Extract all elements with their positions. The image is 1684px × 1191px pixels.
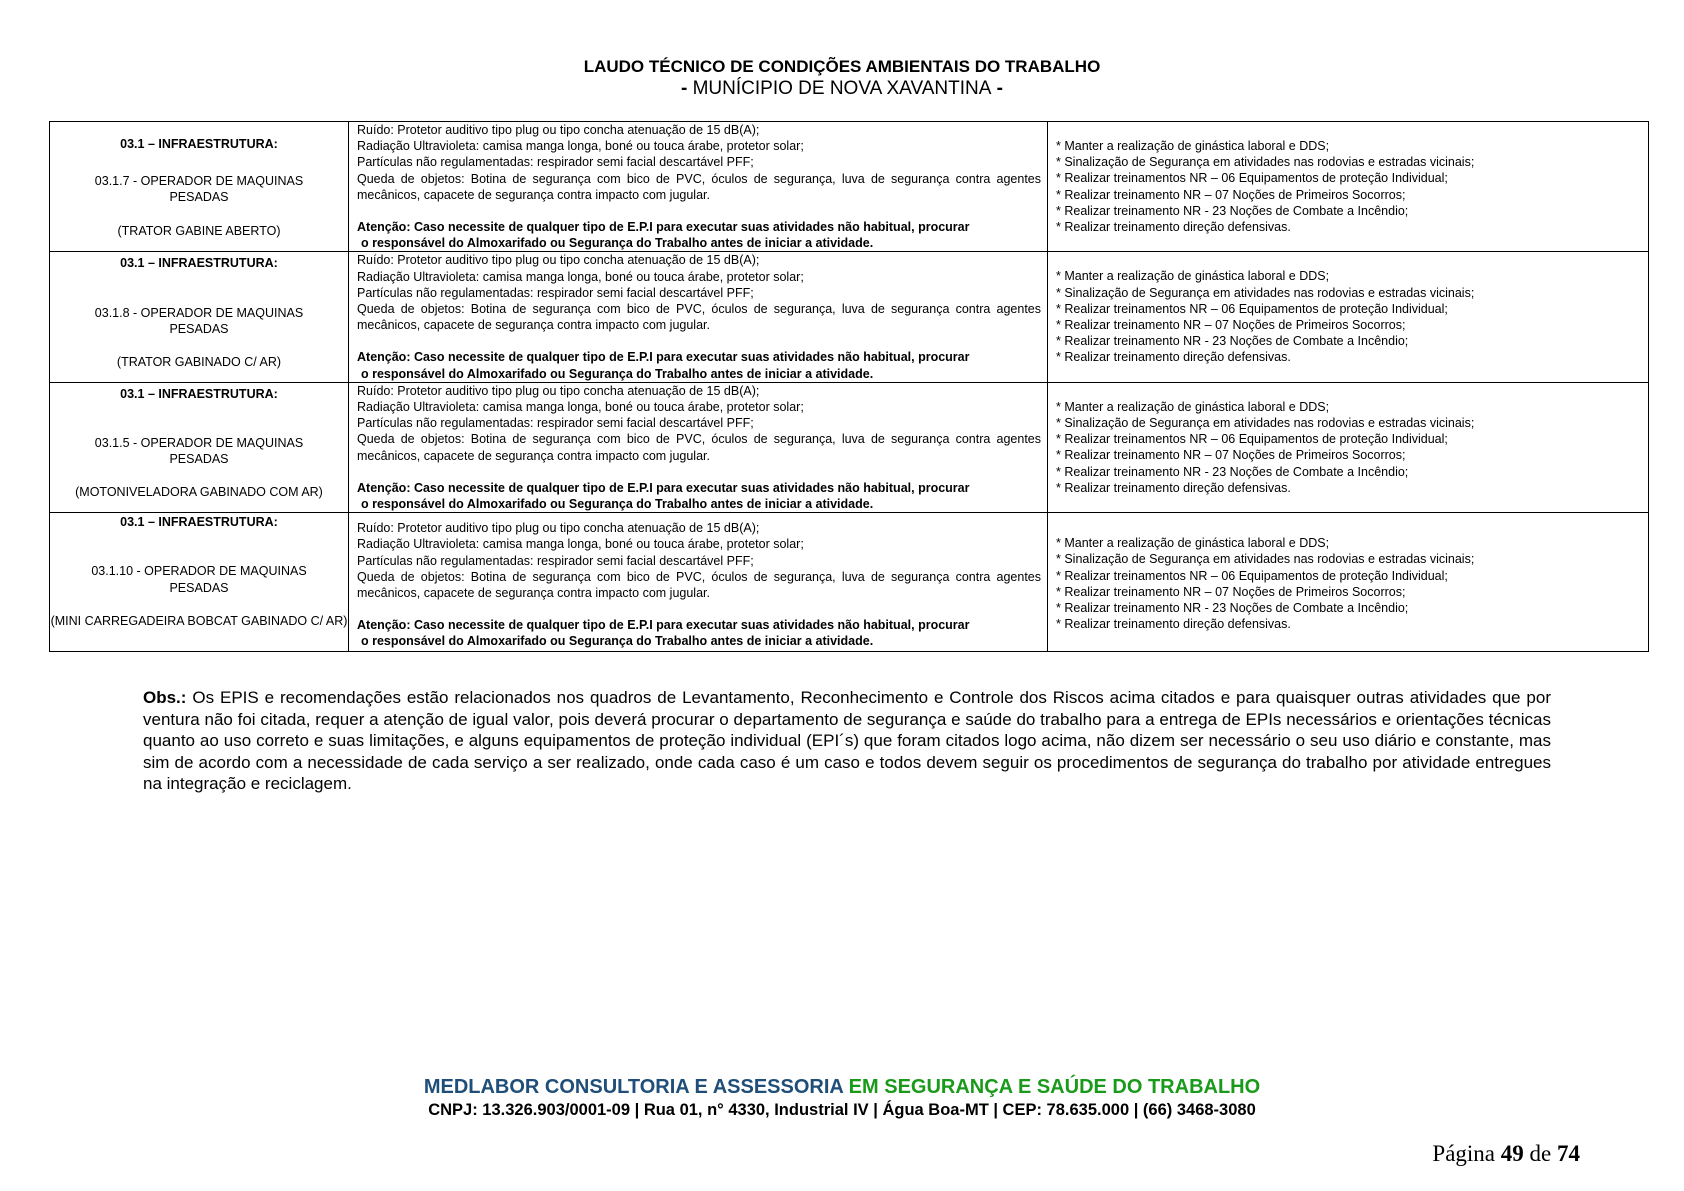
table-row: [50, 252, 1649, 382]
epi-item: Radiação Ultravioleta: camisa manga longa, boné ou touca árabe, protetor solar;: [357, 537, 804, 552]
epi-item: Ruído: Protetor auditivo tipo plug ou tipo concha atenuação de 15 dB(A);: [357, 383, 760, 398]
recommendation-item: * Realizar treinamento NR – 07 Noções de Primeiros Socorros;: [1056, 187, 1406, 202]
function-title: 03.1.10 - OPERADOR DE MAQUINAS PESADAS: [91, 564, 307, 595]
recommendation-item: * Realizar treinamentos NR – 06 Equipamentos de proteção Individual;: [1056, 568, 1448, 583]
function-title: 03.1.5 - OPERADOR DE MAQUINAS PESADAS: [94, 436, 304, 467]
epi-warning-continued: o responsável do Almoxarifado ou Segurança do Trabalho antes de iniciar a atividade.: [361, 236, 874, 251]
recommendation-item: * Realizar treinamento NR - 23 Noções de Combate a Incêndio;: [1056, 203, 1409, 218]
epi-item: Radiação Ultravioleta: camisa manga longa, boné ou touca árabe, protetor solar;: [357, 269, 804, 284]
observation-paragraph: [143, 687, 1551, 795]
epi-item: Queda de objetos: Botina de segurança com bico de PVC, óculos de segurança, luva de segurança contra agentes mecânicos, capacete de segurança contra impacto com jugular.: [357, 432, 1041, 463]
recommendation-item: * Realizar treinamento direção defensivas.: [1056, 480, 1291, 495]
recommendation-item: * Manter a realização de ginástica laboral e DDS;: [1056, 536, 1330, 551]
epi-item: Queda de objetos: Botina de segurança com bico de PVC, óculos de segurança, luva de segurança contra agentes mecânicos, capacete de segurança contra impacto com jugular.: [357, 569, 1041, 601]
epi-item: Partículas não regulamentadas: respirador semi facial descartável PFF;: [357, 155, 754, 170]
risk-control-table: [49, 121, 1649, 652]
vehicle-label: (TRATOR GABINE ABERTO): [117, 223, 281, 238]
epi-warning: Atenção: Caso necessite de qualquer tipo de E.P.I para executar suas atividades não habitual, procurar: [357, 220, 970, 235]
recommendation-item: * Manter a realização de ginástica laboral e DDS;: [1056, 399, 1330, 414]
recommendations-cell: [1048, 513, 1649, 652]
epi-item: Ruído: Protetor auditivo tipo plug ou tipo concha atenuação de 15 dB(A);: [357, 253, 760, 268]
recommendation-item: * Realizar treinamento NR – 07 Noções de Primeiros Socorros;: [1056, 448, 1406, 463]
page-number: Página 49 de 74: [1432, 1141, 1580, 1166]
recommendation-item: * Realizar treinamento NR - 23 Noções de Combate a Incêndio;: [1056, 334, 1409, 349]
vehicle-label: (MINI CARREGADEIRA BOBCAT GABINADO C/ AR): [50, 613, 348, 628]
epi-item: Radiação Ultravioleta: camisa manga longa, boné ou touca árabe, protetor solar;: [357, 139, 804, 154]
function-title: 03.1.7 - OPERADOR DE MAQUINAS PESADAS: [94, 174, 304, 205]
recommendation-item: * Realizar treinamento NR – 07 Noções de Primeiros Socorros;: [1056, 318, 1406, 333]
section-title: 03.1 – INFRAESTRUTURA:: [120, 515, 278, 530]
recommendation-item: * Manter a realização de ginástica laboral e DDS;: [1056, 139, 1330, 153]
epi-item: Ruído: Protetor auditivo tipo plug ou tipo concha atenuação de 15 dB(A);: [357, 123, 760, 137]
document-footer: [0, 1075, 1684, 1121]
epi-warning-continued: o responsável do Almoxarifado ou Segurança do Trabalho antes de iniciar a atividade.: [361, 497, 874, 512]
recommendation-item: * Realizar treinamentos NR – 06 Equipamentos de proteção Individual;: [1056, 171, 1448, 186]
section-title: 03.1 – INFRAESTRUTURA:: [120, 386, 278, 401]
vehicle-label: (MOTONIVELADORA GABINADO COM AR): [75, 485, 323, 500]
recommendation-item: * Realizar treinamento NR – 07 Noções de Primeiros Socorros;: [1056, 584, 1406, 599]
epi-cell: [349, 513, 1048, 652]
function-cell: [50, 513, 349, 652]
function-cell: [50, 122, 349, 252]
document-header: [0, 56, 1684, 100]
epi-item: Queda de objetos: Botina de segurança com bico de PVC, óculos de segurança, luva de segurança contra agentes mecânicos, capacete de segurança contra impacto com jugular.: [357, 302, 1041, 333]
section-title: 03.1 – INFRAESTRUTURA:: [120, 137, 278, 151]
section-title: 03.1 – INFRAESTRUTURA:: [120, 256, 278, 271]
epi-cell: [349, 122, 1048, 252]
table-row: [50, 513, 1649, 652]
company-address: CNPJ: 13.326.903/0001-09 | Rua 01, n° 4330, Industrial IV | Água Boa-MT | CEP: 78.635.000 | (66) 3468-3080: [428, 1101, 1256, 1119]
recommendation-item: * Realizar treinamento NR - 23 Noções de Combate a Incêndio;: [1056, 601, 1409, 616]
epi-item: Queda de objetos: Botina de segurança com bico de PVC, óculos de segurança, luva de segurança contra agentes mecânicos, capacete de segurança contra impacto com jugular.: [357, 171, 1041, 202]
recommendation-item: * Realizar treinamentos NR – 06 Equipamentos de proteção Individual;: [1056, 432, 1448, 447]
recommendation-item: * Realizar treinamento direção defensivas.: [1056, 617, 1291, 632]
epi-warning-continued: o responsável do Almoxarifado ou Segurança do Trabalho antes de iniciar a atividade.: [361, 634, 874, 649]
function-title: 03.1.8 - OPERADOR DE MAQUINAS PESADAS: [94, 305, 304, 336]
recommendation-item: * Sinalização de Segurança em atividades nas rodovias e estradas vicinais;: [1056, 285, 1475, 300]
table-row: [50, 122, 1649, 252]
recommendation-item: * Realizar treinamentos NR – 06 Equipamentos de proteção Individual;: [1056, 301, 1448, 316]
recommendation-item: * Realizar treinamento NR - 23 Noções de Combate a Incêndio;: [1056, 464, 1409, 479]
table-row: [50, 382, 1649, 512]
company-name: MEDLABOR CONSULTORIA E ASSESSORIA EM SEGURANÇA E SAÚDE DO TRABALHO: [423, 1076, 1261, 1098]
epi-cell: [349, 252, 1048, 382]
epi-item: Partículas não regulamentadas: respirador semi facial descartável PFF;: [357, 553, 754, 568]
epi-warning: Atenção: Caso necessite de qualquer tipo de E.P.I para executar suas atividades não habitual, procurar: [357, 350, 970, 365]
recommendation-item: * Sinalização de Segurança em atividades nas rodovias e estradas vicinais;: [1056, 155, 1475, 170]
function-cell: [50, 252, 349, 382]
epi-item: Partículas não regulamentadas: respirador semi facial descartável PFF;: [357, 416, 754, 431]
epi-item: Radiação Ultravioleta: camisa manga longa, boné ou touca árabe, protetor solar;: [357, 400, 804, 415]
recommendation-item: * Realizar treinamento direção defensivas.: [1056, 220, 1291, 235]
observation-label: Obs.:: [143, 688, 187, 707]
recommendation-item: * Manter a realização de ginástica laboral e DDS;: [1056, 269, 1330, 284]
document-title: LAUDO TÉCNICO DE CONDIÇÕES AMBIENTAIS DO TRABALHO: [583, 57, 1101, 76]
vehicle-label: (TRATOR GABINADO C/ AR): [116, 355, 282, 370]
recommendations-cell: [1048, 122, 1649, 252]
epi-warning: Atenção: Caso necessite de qualquer tipo de E.P.I para executar suas atividades não habitual, procurar: [357, 618, 970, 633]
epi-warning: Atenção: Caso necessite de qualquer tipo de E.P.I para executar suas atividades não habitual, procurar: [357, 480, 970, 495]
function-cell: [50, 382, 349, 512]
epi-warning-continued: o responsável do Almoxarifado ou Segurança do Trabalho antes de iniciar a atividade.: [361, 366, 874, 381]
epi-item: Ruído: Protetor auditivo tipo plug ou tipo concha atenuação de 15 dB(A);: [357, 521, 760, 536]
document-subtitle: - MUNÍCIPIO DE NOVA XAVANTINA -: [681, 78, 1003, 99]
epi-cell: [349, 382, 1048, 512]
recommendations-cell: [1048, 382, 1649, 512]
observation-text: Os EPIS e recomendações estão relacionados nos quadros de Levantamento, Reconhecimento e Controle dos Riscos acima citados e para quaisquer outras atividades que por ventura não foi citada, requer a atenção de igual valor, pois deverá procurar o departamento de segurança e saúde do trabalho para a entrega de EPIs necessários e orientações técnicas quanto ao uso correto e suas limitações, e alguns equipamentos de proteção individual (EPI´s) que foram citados logo acima, não dizem ser necessário o seu uso diário e constante, mas sim de acordo com a necessidade de cada serviço a ser realizado, onde cada caso é um caso e todos devem seguir os procedimentos de segurança do trabalho por atividade entregues na integração e reciclagem.: [143, 688, 1551, 793]
recommendation-item: * Realizar treinamento direção defensivas.: [1056, 350, 1291, 365]
recommendations-cell: [1048, 252, 1649, 382]
recommendation-item: * Sinalização de Segurança em atividades nas rodovias e estradas vicinais;: [1056, 416, 1475, 431]
recommendation-item: * Sinalização de Segurança em atividades nas rodovias e estradas vicinais;: [1056, 552, 1475, 567]
epi-item: Partículas não regulamentadas: respirador semi facial descartável PFF;: [357, 285, 754, 300]
